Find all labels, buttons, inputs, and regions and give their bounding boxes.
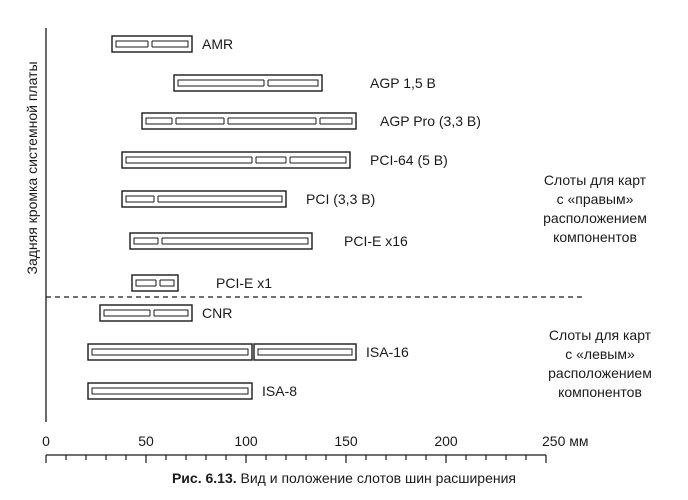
slot-contact-channel (258, 349, 352, 355)
slot-key-notch (224, 118, 228, 125)
slot-outer-frame (88, 383, 252, 399)
slot-outer-frame (88, 344, 252, 360)
slot-contact-channel (126, 196, 282, 202)
slots-group (88, 36, 481, 399)
slot-outer-frame (130, 233, 312, 249)
ruler-tick-label: 50 (138, 433, 154, 449)
slot-label-isa-8: ISA-8 (262, 383, 298, 399)
right-group-line-1: Слоты для карт (543, 172, 647, 188)
ruler-tick-label: 100 (234, 433, 258, 449)
figure-caption-prefix: Рис. 6.13. (171, 470, 237, 486)
slot-key-notch (154, 196, 158, 203)
slot-contact-channel (104, 310, 188, 316)
slot-outer-frame (254, 344, 356, 360)
slot-outer-frame (122, 191, 286, 207)
slot-amr (112, 36, 233, 52)
slot-label-pci-3-3-в: PCI (3,3 В) (306, 191, 376, 207)
right-group-text (543, 172, 647, 245)
slot-outer-frame (122, 152, 350, 168)
slot-outer-frame (174, 75, 322, 91)
left-group-line-2: с «левым» (565, 346, 635, 362)
ruler-labels (42, 433, 588, 449)
slot-key-notch (316, 118, 320, 125)
slot-agp-pro-3-3-в (142, 113, 481, 129)
slot-label-pci-e-x16: PCI-E x16 (344, 233, 408, 249)
slot-key-notch (264, 80, 268, 87)
slot-key-notch (172, 118, 176, 125)
slot-cnr (100, 305, 232, 321)
slot-isa-8 (88, 383, 297, 399)
slot-key-notch (252, 157, 256, 164)
ruler-tick-label: 150 (334, 433, 358, 449)
slot-key-notch (150, 310, 154, 317)
slot-agp-1-5-в (174, 75, 436, 91)
slot-label-isa-16: ISA-16 (366, 344, 409, 360)
slot-pci-e-x1 (132, 275, 272, 291)
left-group-line-4: компонентов (558, 384, 642, 400)
slot-pci-64-5-в (122, 152, 448, 168)
right-group-line-2: с «правым» (556, 191, 634, 207)
ruler-tick-label: 0 (42, 433, 50, 449)
slot-key-notch (158, 238, 162, 245)
slot-label-agp-pro-3-3-в: AGP Pro (3,3 В) (380, 113, 481, 129)
right-group-line-3: расположением (543, 210, 647, 226)
slot-label-pci-64-5-в: PCI-64 (5 В) (370, 152, 448, 168)
slot-label-agp-1-5-в: AGP 1,5 В (370, 75, 436, 91)
figure-caption (0, 470, 688, 486)
slot-key-notch (148, 41, 152, 48)
left-group-text (548, 327, 652, 400)
slot-contact-channel (136, 280, 174, 286)
ruler-tick-label: 250 мм (542, 433, 589, 449)
ruler-ticks (46, 455, 546, 463)
figure-caption-text: Вид и положение слотов шин расширения (236, 470, 517, 486)
slot-key-notch (286, 157, 290, 164)
left-group-line-1: Слоты для карт (548, 327, 652, 343)
slot-label-pci-e-x1: PCI-E x1 (216, 275, 273, 291)
slot-contact-channel (92, 388, 248, 394)
slot-pci-3-3-в (122, 191, 375, 207)
slot-contact-channel (92, 349, 248, 355)
slot-outer-frame (100, 305, 192, 321)
slot-outer-frame (132, 275, 178, 291)
left-group-line-3: расположением (548, 365, 652, 381)
ruler-tick-label: 200 (434, 433, 458, 449)
slot-label-cnr: CNR (202, 305, 233, 321)
board-back-edge-label: Задняя кромка системной платы (24, 61, 40, 275)
slot-label-amr: AMR (202, 36, 234, 52)
slot-pci-e-x16 (130, 233, 408, 249)
slot-contact-channel (126, 157, 346, 163)
slot-contact-channel (178, 80, 318, 86)
slot-isa-16 (88, 344, 409, 360)
right-group-line-4: компонентов (553, 229, 637, 245)
slot-contact-channel (146, 118, 352, 124)
slot-key-notch (156, 280, 160, 287)
